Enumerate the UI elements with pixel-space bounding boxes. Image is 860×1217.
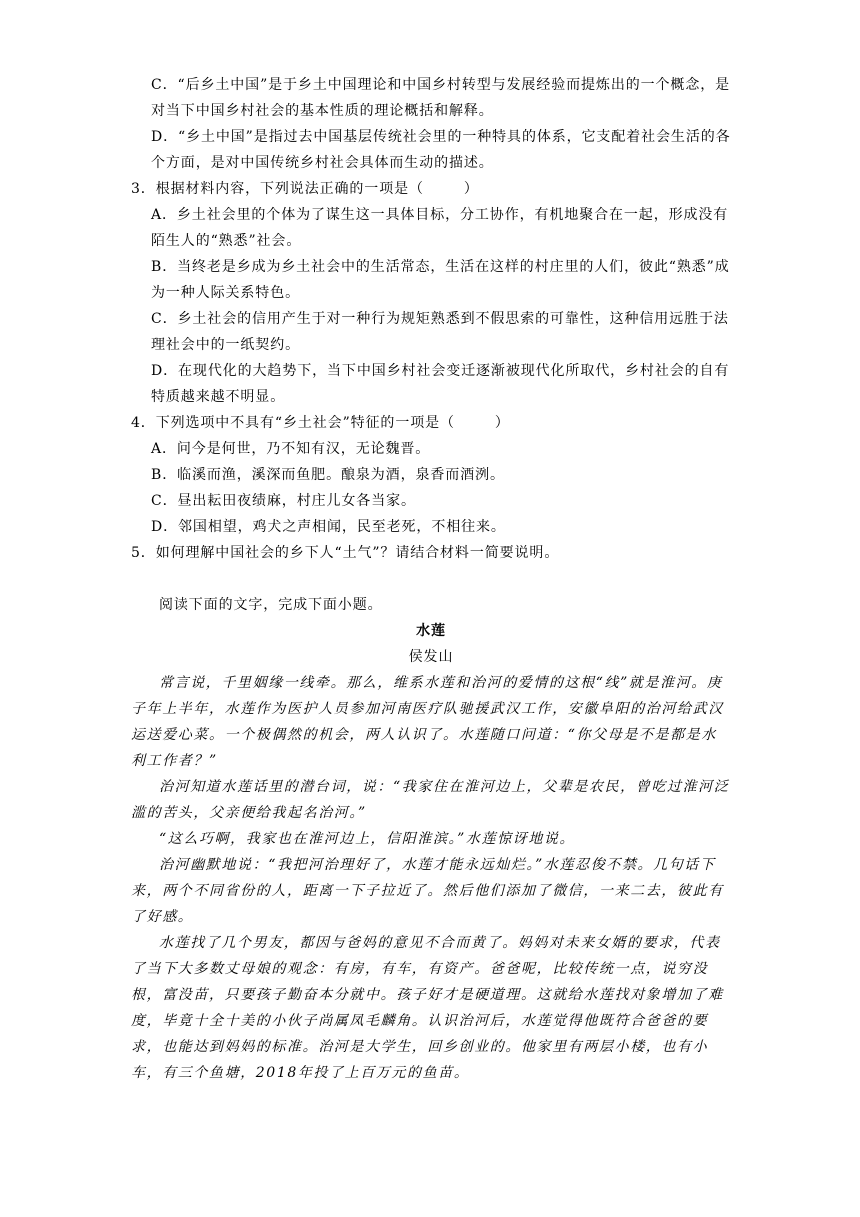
question-3-option-d: D．在现代化的大趋势下，当下中国乡村社会变迁逐渐被现代化所取代，乡村社会的自有特质越来越不明显。: [151, 363, 730, 405]
story-paragraph: 治河知道水莲话里的潜台词，说：“我家住在淮河边上，父辈是农民，曾吃过淮河泛滥的苦头，父亲便给我起名治河。”: [131, 779, 730, 821]
story-paragraph: “这么巧啊，我家也在淮河边上，信阳淮滨。”水莲惊讶地说。: [159, 831, 576, 847]
question-4-stem-text: 4．下列选项中不具有“乡土社会”特征的一项是（: [131, 415, 455, 431]
option-c-prev: C．“后乡土中国”是于乡土中国理论和中国乡村转型与发展经验而提炼出的一个概念，是对当下中国乡村社会的基本性质的理论概括和解释。: [151, 77, 731, 119]
question-5-stem: 5．如何理解中国社会的乡下人“土气”？请结合材料一简要说明。: [131, 545, 560, 561]
question-4-option-c: C．昼出耘田夜绩麻，村庄儿女各当家。: [151, 493, 416, 509]
option-d-prev: D．“乡土中国”是指过去中国基层传统社会里的一种特具的体系，它支配着社会生活的各个方面，是对中国传统乡村社会具体而生动的描述。: [151, 129, 731, 171]
question-4-stem: [131, 410, 731, 436]
question-3-stem: [131, 176, 731, 202]
question-4-option-a: A．问今是何世，乃不知有汉，无论魏晋。: [151, 441, 431, 457]
story-paragraph: 常言说，千里姻缘一线牵。那么，维系水莲和治河的爱情的这根“线”就是淮河。庚子年上半年，水莲作为医护人员参加河南医疗队驰援武汉工作，安徽阜阳的治河给武汉运送爱心菜。一个极偶然的机会，两人认识了。水莲随口问道：“你父母是不是都是水利工作者？”: [131, 675, 724, 769]
question-3-stem-end: ）: [463, 181, 479, 197]
question-4-stem-end: ）: [494, 415, 510, 431]
question-3-stem-text: 3．根据材料内容，下列说法正确的一项是（: [131, 181, 424, 197]
reading-instruction: 阅读下面的文字，完成下面小题。: [159, 597, 383, 613]
story-author: 侯发山: [408, 649, 454, 665]
question-4-option-b: B．临溪而渔，溪深而鱼肥。酿泉为酒，泉香而酒洌。: [151, 467, 505, 483]
story-paragraph: 水莲找了几个男友，都因与爸妈的意见不合而黄了。妈妈对未来女婿的要求，代表了当下大多数丈母娘的观念：有房，有车，有资产。爸爸呢，比较传统一点，说穷没根，富没苗，只要孩子勤奋本分就中。孩子好才是硬道理。这就给水莲找对象增加了难度，毕竟十全十美的小伙子尚属凤毛麟角。认识治河后，水莲觉得他既符合爸爸的要求，也能达到妈妈的标准。治河是大学生，回乡创业的。他家里有两层小楼，也有小车，有三个鱼塘，2018年投了上百万元的鱼苗。: [131, 935, 724, 1081]
question-3-option-b: B．当终老是乡成为乡土社会中的生活常态，生活在这样的村庄里的人们，彼此“熟悉”成为一种人际关系特色。: [151, 259, 730, 301]
document-content: [131, 72, 731, 1086]
question-4-option-d: D．邻国相望，鸡犬之声相闻，民至老死，不相往来。: [151, 519, 506, 535]
question-3-option-c: C．乡土社会的信用产生于对一种行为规矩熟悉到不假思索的可靠性，这种信用远胜于法理社会中的一纸契约。: [151, 311, 729, 353]
story-body: [131, 670, 731, 1086]
question-3-option-a: A．乡土社会里的个体为了谋生这一具体目标，分工协作，有机地聚合在一起，形成没有陌生人的“熟悉”社会。: [151, 207, 729, 249]
story-paragraph: 治河幽默地说：“我把河治理好了，水莲才能永远灿烂。”水莲忍俊不禁。几句话下来，两个不同省份的人，距离一下子拉近了。然后他们添加了微信，一来二去，彼此有了好感。: [131, 857, 724, 925]
story-title: 水莲: [416, 623, 446, 639]
section-spacer: [131, 566, 731, 592]
